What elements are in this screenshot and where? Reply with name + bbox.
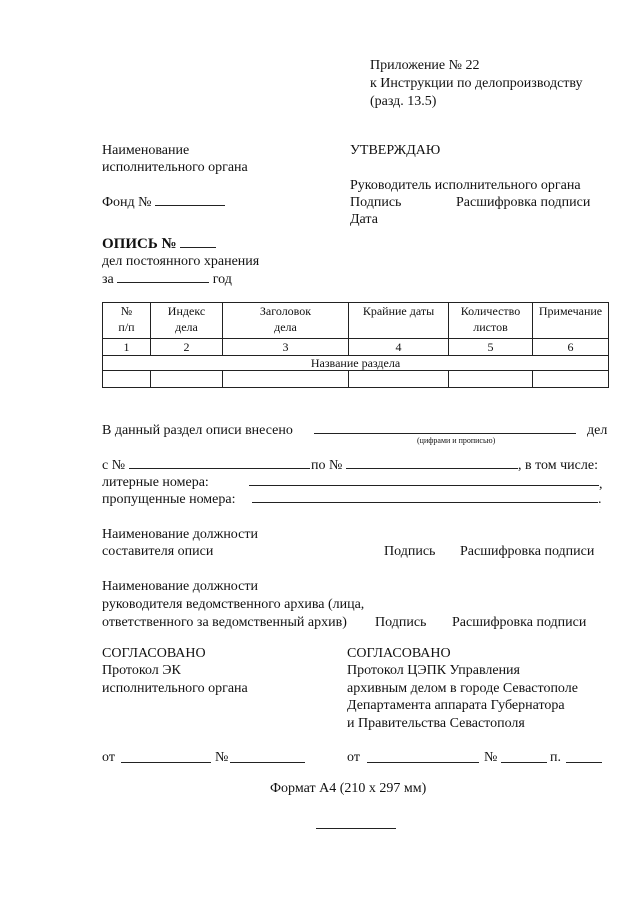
agreed-right-line4: и Правительства Севастополя <box>347 716 525 731</box>
agreed-right-line2: архивным делом в городе Севастополе <box>347 681 578 696</box>
comma: , <box>599 477 603 492</box>
table-cell: 2 <box>151 339 223 356</box>
right-no: № <box>484 750 498 765</box>
approve-signature: Подпись <box>350 195 402 210</box>
agreed-left-line1: Протокол ЭК <box>102 663 181 678</box>
compiler-decoding: Расшифровка подписи <box>460 544 595 559</box>
period: . <box>598 492 602 507</box>
letter-numbers-label: литерные номера: <box>102 475 209 490</box>
right-p-line <box>566 762 602 763</box>
archive-line3: ответственного за ведомственный архив) <box>102 615 347 630</box>
table-section-row <box>103 356 609 371</box>
table-number-row <box>103 339 609 356</box>
to-line <box>346 468 518 469</box>
table-cell: 5 <box>449 339 533 356</box>
approve-date: Дата <box>350 212 378 227</box>
entered-line <box>314 433 576 434</box>
right-p: п. <box>550 750 561 765</box>
table-cell <box>533 371 609 388</box>
right-no-line <box>501 762 547 763</box>
appendix-line2: к Инструкции по делопроизводству <box>370 76 583 91</box>
agreed-left-title: СОГЛАСОВАНО <box>102 646 206 661</box>
org-line2: исполнительного органа <box>102 160 248 175</box>
footer-rule <box>316 828 396 829</box>
archive-line2: руководителя ведомственного архива (лица, <box>102 597 365 612</box>
appendix-line1: Приложение № 22 <box>370 58 480 73</box>
left-date-line <box>121 762 211 763</box>
agreed-right-line3: Департамента аппарата Губернатора <box>347 698 565 713</box>
archive-signature: Подпись <box>375 615 427 630</box>
col-header-number: № п/п <box>103 303 151 339</box>
opis-period: за год <box>102 272 232 287</box>
col-header-sheets: Количество листов <box>449 303 533 339</box>
fond-label: Фонд № <box>102 193 225 211</box>
col-header-title: Заголовок дела <box>223 303 349 339</box>
table-row <box>103 371 609 388</box>
agreed-right-line1: Протокол ЦЭПК Управления <box>347 663 520 678</box>
compiler-line2: составителя описи <box>102 544 214 559</box>
table-cell <box>449 371 533 388</box>
approve-decoding: Расшифровка подписи <box>456 195 591 210</box>
right-ot: от <box>347 750 360 765</box>
missed-numbers-label: пропущенные номера: <box>102 492 236 507</box>
col-header-index: Индекс дела <box>151 303 223 339</box>
table-header-row <box>103 303 609 339</box>
entered-hint: (цифрами и прописью) <box>417 436 496 445</box>
agreed-right-title: СОГЛАСОВАНО <box>347 646 451 661</box>
table-cell: 1 <box>103 339 151 356</box>
from-label: с № <box>102 458 126 473</box>
compiler-signature: Подпись <box>384 544 436 559</box>
left-no-line <box>230 762 305 763</box>
dels-label: дел <box>587 423 608 438</box>
table-cell <box>103 371 151 388</box>
org-line1: Наименование <box>102 143 190 158</box>
table-cell: 3 <box>223 339 349 356</box>
opis-table <box>102 302 609 388</box>
approve-title: УТВЕРЖДАЮ <box>350 143 441 158</box>
right-date-line <box>367 762 479 763</box>
table-cell <box>151 371 223 388</box>
letter-numbers-line <box>249 485 599 486</box>
archive-decoding: Расшифровка подписи <box>452 615 587 630</box>
appendix-line3: (разд. 13.5) <box>370 94 437 109</box>
left-ot: от <box>102 750 115 765</box>
missed-numbers-line <box>252 502 598 503</box>
including-label: , в том числе: <box>518 458 598 473</box>
left-no: № <box>215 750 229 765</box>
section-title: Название раздела <box>103 356 609 371</box>
entered-label: В данный раздел описи внесено <box>102 423 293 438</box>
archive-line1: Наименование должности <box>102 579 258 594</box>
agreed-left-line2: исполнительного органа <box>102 681 248 696</box>
opis-title: ОПИСЬ № <box>102 235 216 253</box>
to-label: по № <box>311 458 343 473</box>
col-header-note: Примечание <box>533 303 609 339</box>
table-cell <box>349 371 449 388</box>
from-line <box>129 468 310 469</box>
table-cell <box>223 371 349 388</box>
compiler-line1: Наименование должности <box>102 527 258 542</box>
table-cell: 6 <box>533 339 609 356</box>
col-header-dates: Крайние даты <box>349 303 449 339</box>
table-cell: 4 <box>349 339 449 356</box>
opis-line2: дел постоянного хранения <box>102 254 260 269</box>
approve-head: Руководитель исполнительного органа <box>350 178 581 193</box>
format-label: Формат А4 (210 х 297 мм) <box>270 781 427 796</box>
